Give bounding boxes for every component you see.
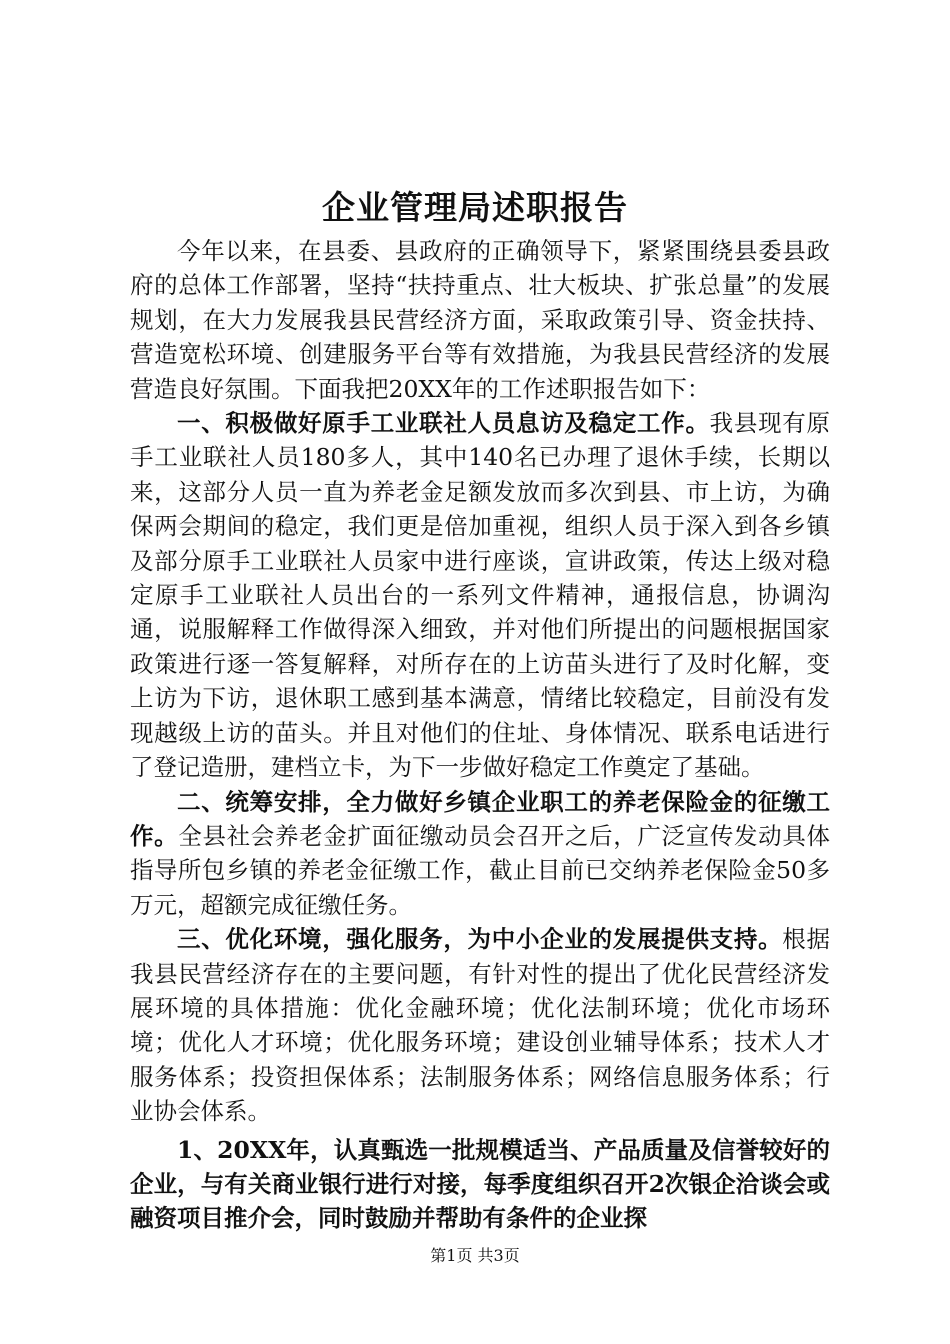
section-2-paragraph [130,785,830,923]
section-3-text: 根据我县民营经济存在的主要问题，有针对性的提出了优化民营经济发展环境的具体措施：优化金融环境；优化法制环境；优化市场环境；优化人才环境；优化服务环境；建设创业辅导体系；技术人才服务体系；投资担保体系；法制服务体系；网络信息服务体系；行业协会体系。 [130,925,831,1126]
section-1-paragraph [130,406,830,784]
section-3-paragraph [130,922,830,1128]
section-3-heading: 三、优化环境，强化服务，为中小企业的发展提供支持。 [177,925,783,954]
section-1-text: 我县现有原手工业联社人员180多人，其中140名已办理了退休手续，长期以来，这部分人员一直为养老金足额发放而多次到县、市上访，为确保两会期间的稳定，我们更是倍加重视，组织人员于深入到各乡镇及部分原手工业联社人员家中进行座谈，宣讲政策，传达上级对稳定原手工业联社人员出台的一系列文件精神，通报信息，协调沟通，说服解释工作做得深入细致，并对他们所提出的问题根据国家政策进行逐一答复解释，对所存在的上访苗头进行了及时化解，变上访为下访，退休职工感到基本满意，情绪比较稳定，目前没有发现越级上访的苗头。并且对他们的住址、身体情况、联系电话进行了登记造册，建档立卡，为下一步做好稳定工作奠定了基础。 [130,409,831,782]
document-body [130,234,830,1236]
document-title: 企业管理局述职报告 [322,188,628,227]
section-1-heading: 一、积极做好原手工业联社人员息访及稳定工作。 [177,409,710,438]
section-2-text: 全县社会养老金扩面征缴动员会召开之后，广泛宣传发动具体指导所包乡镇的养老金征缴工作，截止目前已交纳养老保险金50多万元，超额完成征缴任务。 [130,821,831,919]
page-footer: 第1页 共3页 [430,1246,520,1265]
section-2-heading: 二、统筹安排，全力做好乡镇企业职工的养老保险金的征缴工作。 [130,787,830,850]
section-4-paragraph [130,1133,830,1236]
section-4-heading: 1、20XX年，认真甄选一批规模适当、产品质量及信誉较好的企业，与有关商业银行进行对接，每季度组织召开2次银企洽谈会或融资项目推介会，同时鼓励并帮助有条件的企业探 [130,1135,830,1233]
intro-paragraph: 今年以来，在县委、县政府的正确领导下，紧紧围绕县委县政府的总体工作部署，坚持“扶持重点、壮大板块、扩张总量”的发展规划，在大力发展我县民营经济方面，采取政策引导、资金扶持、营造宽松环境、创建服务平台等有效措施，为我县民营经济的发展营造良好氛围。下面我把20XX年的工作述职报告如下： [130,237,830,403]
